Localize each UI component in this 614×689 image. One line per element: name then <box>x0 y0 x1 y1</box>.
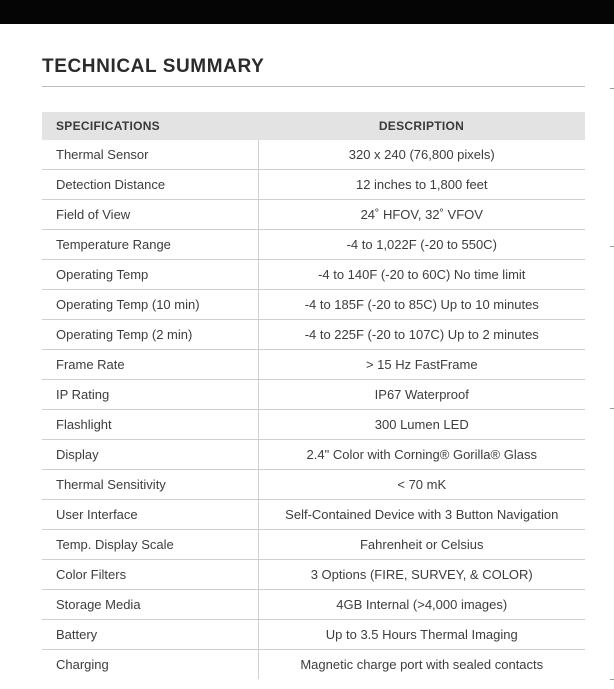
spec-cell: Operating Temp <box>42 260 258 290</box>
document-page <box>0 24 614 689</box>
table-row <box>42 650 585 680</box>
technical-specs-table <box>42 112 585 679</box>
table-row <box>42 320 585 350</box>
table-header-row <box>42 112 585 140</box>
desc-cell: 3 Options (FIRE, SURVEY, & COLOR) <box>258 560 585 590</box>
desc-cell: 2.4" Color with Corning® Gorilla® Glass <box>258 440 585 470</box>
header-description: DESCRIPTION <box>258 112 585 140</box>
table-row <box>42 200 585 230</box>
desc-cell: 12 inches to 1,800 feet <box>258 170 585 200</box>
table-row <box>42 530 585 560</box>
spec-cell: Color Filters <box>42 560 258 590</box>
table-row <box>42 260 585 290</box>
spec-cell: IP Rating <box>42 380 258 410</box>
header-specifications: SPECIFICATIONS <box>42 112 258 140</box>
table-row <box>42 140 585 170</box>
desc-cell: 320 x 240 (76,800 pixels) <box>258 140 585 170</box>
desc-cell: IP67 Waterproof <box>258 380 585 410</box>
desc-cell: -4 to 1,022F (-20 to 550C) <box>258 230 585 260</box>
spec-cell: User Interface <box>42 500 258 530</box>
table-row <box>42 440 585 470</box>
spec-cell: Operating Temp (2 min) <box>42 320 258 350</box>
desc-cell: > 15 Hz FastFrame <box>258 350 585 380</box>
table-row <box>42 470 585 500</box>
spec-cell: Flashlight <box>42 410 258 440</box>
spec-cell: Detection Distance <box>42 170 258 200</box>
table-row <box>42 380 585 410</box>
desc-cell: -4 to 185F (-20 to 85C) Up to 10 minutes <box>258 290 585 320</box>
table-row <box>42 350 585 380</box>
title-divider <box>42 86 585 87</box>
desc-cell: 4GB Internal (>4,000 images) <box>258 590 585 620</box>
desc-cell: 300 Lumen LED <box>258 410 585 440</box>
spec-cell: Thermal Sensitivity <box>42 470 258 500</box>
page-edge-mark <box>610 246 614 247</box>
spec-cell: Storage Media <box>42 590 258 620</box>
spec-cell: Field of View <box>42 200 258 230</box>
top-header-bar <box>0 0 614 24</box>
spec-cell: Display <box>42 440 258 470</box>
table-row <box>42 590 585 620</box>
desc-cell: -4 to 225F (-20 to 107C) Up to 2 minutes <box>258 320 585 350</box>
desc-cell: < 70 mK <box>258 470 585 500</box>
desc-cell: 24˚ HFOV, 32˚ VFOV <box>258 200 585 230</box>
table-row <box>42 170 585 200</box>
desc-cell: Magnetic charge port with sealed contacts <box>300 657 544 672</box>
table-row <box>42 290 585 320</box>
spec-cell: Battery <box>42 620 258 650</box>
desc-cell: Up to 3.5 Hours Thermal Imaging <box>258 620 585 650</box>
table-row <box>42 230 585 260</box>
desc-cell: Fahrenheit or Celsius <box>258 530 585 560</box>
table-row <box>42 620 585 650</box>
spec-cell: Charging <box>42 650 258 680</box>
spec-cell: Temperature Range <box>42 230 258 260</box>
spec-cell: Thermal Sensor <box>42 140 258 170</box>
table-row <box>42 560 585 590</box>
page-edge-mark <box>610 679 614 680</box>
desc-cell: Self-Contained Device with 3 Button Navigation <box>258 500 585 530</box>
table-row <box>42 500 585 530</box>
page-edge-mark <box>610 88 614 89</box>
page-edge-mark <box>610 408 614 409</box>
desc-cell: -4 to 140F (-20 to 60C) No time limit <box>258 260 585 290</box>
spec-cell: Temp. Display Scale <box>42 530 258 560</box>
section-title: TECHNICAL SUMMARY <box>42 56 265 77</box>
table-row <box>42 410 585 440</box>
spec-cell: Operating Temp (10 min) <box>42 290 258 320</box>
spec-cell: Frame Rate <box>42 350 258 380</box>
